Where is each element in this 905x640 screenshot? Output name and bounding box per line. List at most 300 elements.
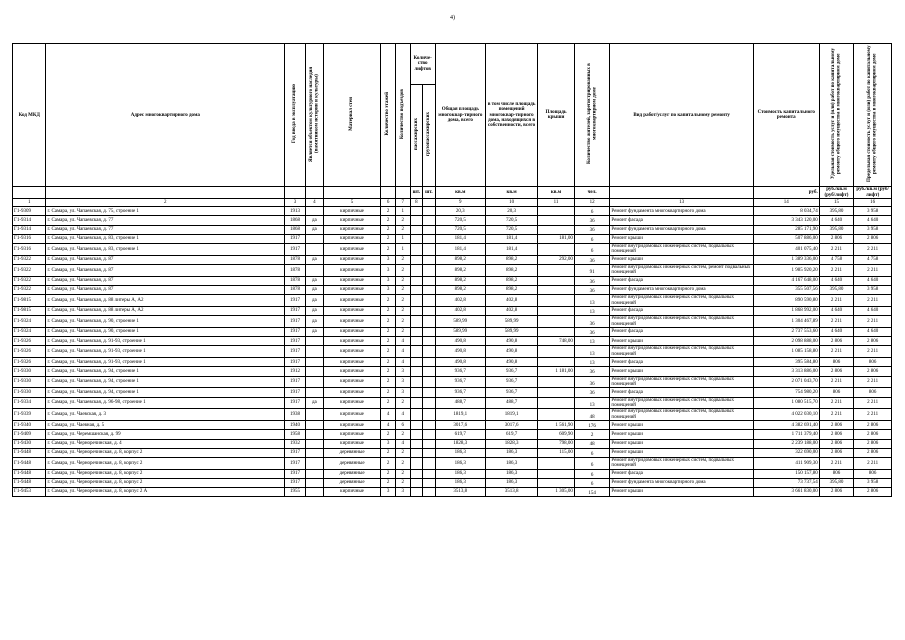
cell-her <box>305 478 323 487</box>
cell-ra <box>538 346 575 358</box>
cell-oa: 490,8 <box>485 358 537 367</box>
cell-ta: 1819,1 <box>435 409 485 421</box>
cell-lp <box>410 243 423 255</box>
column-index: 11 <box>538 199 575 207</box>
cell-ta: 936,7 <box>435 367 485 376</box>
cell-ta: 589,99 <box>435 316 485 328</box>
cell-her: да <box>305 285 323 294</box>
cell-uc: 2 211 <box>819 316 854 328</box>
cell-mat: кирпичные <box>323 488 381 497</box>
cell-lc <box>423 327 436 336</box>
cell-en: 3 <box>395 388 410 397</box>
cell-ta: 589,99 <box>435 327 485 336</box>
cell-fl: 3 <box>381 255 396 264</box>
cell-mat: кирпичные <box>323 421 381 430</box>
cell-oa: 181,4 <box>485 243 537 255</box>
cell-mat: кирпичные <box>323 255 381 264</box>
cell-her <box>305 234 323 243</box>
cell-cost: 285 171,90 <box>753 225 819 234</box>
cell-code: Г1-9322 <box>13 264 46 276</box>
cell-code: Г1-9448 <box>13 469 46 478</box>
cell-mat: кирпичные <box>323 327 381 336</box>
unit-limit-cost: руб./кв.м (руб/лифт) <box>854 187 892 199</box>
cell-addr: г. Самара, ул. Чапаевская, д. 94, строение 1 <box>46 388 285 397</box>
cell-lim: 2 211 <box>854 316 892 328</box>
cell-cost: 1 080 515,70 <box>753 397 819 409</box>
header-unit-cost: Удельная стоимость услуг и (или) работ по капитальному ремонту общего имущества в многоквартирном доме <box>819 44 854 187</box>
cell-addr: г. Самара, ул. Чапаевская, д. 87 <box>46 276 285 285</box>
cell-lim: 2 211 <box>854 409 892 421</box>
cell-lc <box>423 478 436 487</box>
cell-ta: 20,3 <box>435 207 485 216</box>
cell-her <box>305 358 323 367</box>
cell-addr: г. Самара, ул. Черноречинская, д. 8, корпус 2 А <box>46 488 285 497</box>
cell-uc: 2 211 <box>819 397 854 409</box>
cell-addr: г. Самара, ул. Чапаевская, д. 91-93, строение 1 <box>46 346 285 358</box>
cell-ra <box>538 409 575 421</box>
cell-work: Ремонт фасада <box>610 388 753 397</box>
cell-uc: 395,80 <box>819 207 854 216</box>
cell-cost: 1 985 920,20 <box>753 264 819 276</box>
cell-mat: кирпичные <box>323 337 381 346</box>
cell-en: 4 <box>395 337 410 346</box>
cell-lc <box>423 255 436 264</box>
header-code: Код МКД <box>13 44 46 187</box>
cell-year: 1917 <box>285 327 306 336</box>
cell-en: 2 <box>395 327 410 336</box>
cell-oa: 1819,1 <box>485 409 537 421</box>
cell-mat: кирпичные <box>323 316 381 328</box>
cell-lim: 4 640 <box>854 306 892 315</box>
cell-addr: г. Самара, ул. Черноречинская, д. 8, корпус 2 <box>46 457 285 469</box>
column-index: 7 <box>395 199 410 207</box>
cell-work: Ремонт внутридомовых инженерных систем, подвальных помещений <box>610 397 753 409</box>
cell-lp <box>410 397 423 409</box>
cell-lc <box>423 337 436 346</box>
cell-cost: 8 034,74 <box>753 207 819 216</box>
cell-fl: 2 <box>381 376 396 388</box>
cell-en: 3 <box>395 376 410 388</box>
cell-lp <box>410 264 423 276</box>
cell-lc <box>423 397 436 409</box>
cell-uc: 2 806 <box>819 337 854 346</box>
cell-lp <box>410 207 423 216</box>
cell-work: Ремонт крыши <box>610 367 753 376</box>
cell-mat: деревянные <box>323 478 381 487</box>
cell-res: 36 <box>574 216 610 225</box>
cell-cost: 2 098 888,00 <box>753 337 819 346</box>
column-index: 13 <box>610 199 753 207</box>
unit-total-area: кв.м <box>435 187 485 199</box>
table-row <box>13 488 892 497</box>
cell-mat: кирпичные <box>323 430 381 439</box>
cell-code: Г1-9322 <box>13 255 46 264</box>
cell-ta: 490,8 <box>435 346 485 358</box>
cell-lc <box>423 316 436 328</box>
cell-lp <box>410 421 423 430</box>
cell-cost: 2 239 188,00 <box>753 439 819 448</box>
cell-work: Ремонт внутридомовых инженерных систем, подвальных помещений <box>610 316 753 328</box>
cell-ta: 898,2 <box>435 255 485 264</box>
cell-lc <box>423 409 436 421</box>
cell-work: Ремонт крыши <box>610 234 753 243</box>
cell-work: Ремонт фундамента многоквартирного дома <box>610 285 753 294</box>
cell-work: Ремонт фасада <box>610 306 753 315</box>
cell-lp <box>410 367 423 376</box>
cell-her <box>305 388 323 397</box>
header-floors: Количество этажей <box>381 44 396 187</box>
cell-lp <box>410 327 423 336</box>
table-row <box>13 255 892 264</box>
cell-en: 2 <box>395 264 410 276</box>
cell-addr: г. Самара, ул. Чапаевская, д. 83, строение 1 <box>46 243 285 255</box>
cell-cost: 73 737,54 <box>753 478 819 487</box>
cell-cost: 3 313 886,00 <box>753 367 819 376</box>
cell-lp <box>410 388 423 397</box>
cell-work: Ремонт крыши <box>610 337 753 346</box>
column-index: 15 <box>819 199 854 207</box>
cell-ra <box>538 376 575 388</box>
cell-ra: 798,00 <box>538 439 575 448</box>
cell-year: 1932 <box>285 439 306 448</box>
cell-ra <box>538 285 575 294</box>
cell-cost: 1 389 336,00 <box>753 255 819 264</box>
cell-fl: 2 <box>381 234 396 243</box>
cell-code: Г1-9326 <box>13 337 46 346</box>
cell-en: 4 <box>395 409 410 421</box>
cell-lc <box>423 358 436 367</box>
cell-ta: 619,7 <box>435 430 485 439</box>
cell-mat: кирпичные <box>323 346 381 358</box>
table-row <box>13 358 892 367</box>
column-index: 12 <box>574 199 610 207</box>
cell-fl: 2 <box>381 243 396 255</box>
cell-uc: 2 806 <box>819 439 854 448</box>
cell-ra <box>538 327 575 336</box>
cell-res: 6 <box>574 478 610 487</box>
cell-work: Ремонт внутридомовых инженерных систем, подвальных помещений <box>610 346 753 358</box>
table-row <box>13 478 892 487</box>
cell-lp <box>410 409 423 421</box>
cell-addr: г. Самара, ул. Черноречинская, д. 8, корпус 2 <box>46 478 285 487</box>
cell-lp <box>410 457 423 469</box>
cell-lim: 3 958 <box>854 478 892 487</box>
cell-lim: 2 211 <box>854 376 892 388</box>
cell-lp <box>410 430 423 439</box>
cell-code: Г1-9334 <box>13 397 46 409</box>
cell-uc: 806 <box>819 469 854 478</box>
cell-work: Ремонт фасада <box>610 216 753 225</box>
cell-addr: г. Самара, ул. Черноречинская, д. 8, корпус 2 <box>46 469 285 478</box>
table-row <box>13 421 892 430</box>
cell-lp <box>410 295 423 307</box>
table-row <box>13 448 892 457</box>
cell-en: 2 <box>395 255 410 264</box>
cell-cost: 507 886,00 <box>753 234 819 243</box>
cell-work: Ремонт внутридомовых инженерных систем, подвальных помещений <box>610 243 753 255</box>
cell-lp <box>410 337 423 346</box>
column-index: 4 <box>305 199 323 207</box>
cell-year: 1917 <box>285 469 306 478</box>
cell-res: 2 <box>574 430 610 439</box>
cell-cost: 395 584,80 <box>753 358 819 367</box>
cell-en: 2 <box>395 469 410 478</box>
cell-her <box>305 469 323 478</box>
cell-res: 48 <box>574 409 610 421</box>
cell-lp <box>410 358 423 367</box>
cell-oa: 898,2 <box>485 276 537 285</box>
cell-her: да <box>305 255 323 264</box>
cell-res: 6 <box>574 243 610 255</box>
cell-addr: г. Самара, ул. Черноречинская, д. 8, корпус 2 <box>46 448 285 457</box>
cell-work: Ремонт фундамента многоквартирного дома <box>610 207 753 216</box>
cell-en: 4 <box>395 346 410 358</box>
cell-addr: г. Самара, ул. Чапаевская, д. 77 <box>46 216 285 225</box>
cell-lp <box>410 316 423 328</box>
cell-work: Ремонт фасада <box>610 276 753 285</box>
cell-fl: 2 <box>381 478 396 487</box>
cell-fl: 3 <box>381 276 396 285</box>
cell-work: Ремонт внутридомовых инженерных систем, подвальных помещений <box>610 409 753 421</box>
cell-mat: кирпичные <box>323 358 381 367</box>
cell-cost: 4 167 648,00 <box>753 276 819 285</box>
cell-her <box>305 367 323 376</box>
cell-her: да <box>305 327 323 336</box>
cell-res: 176 <box>574 421 610 430</box>
cell-year: 1917 <box>285 478 306 487</box>
cell-oa: 936,7 <box>485 367 537 376</box>
cell-en: 3 <box>395 367 410 376</box>
cell-res: 36 <box>574 225 610 234</box>
cell-addr: г. Самара, ул. Чапаевская, д. 75, строение 1 <box>46 207 285 216</box>
cell-lim: 2 211 <box>854 397 892 409</box>
cell-cost: 890 590,80 <box>753 295 819 307</box>
cell-en: 2 <box>395 295 410 307</box>
cell-work: Ремонт крыши <box>610 488 753 497</box>
cell-res: 6 <box>574 448 610 457</box>
table-row <box>13 285 892 294</box>
cell-cost: 1 085 158,80 <box>753 346 819 358</box>
cell-mat: кирпичные <box>323 397 381 409</box>
unit-unit-cost: руб./кв.м (руб/лифт) <box>819 187 854 199</box>
cell-addr: г. Самара, ул. Чапаевская, д. 94, строение 1 <box>46 367 285 376</box>
cell-addr: г. Самара, ул. Чапаевская, д. 88 литеры А, А2 <box>46 306 285 315</box>
header-works: Вид работ/услуг по капитальному ремонту <box>610 44 753 187</box>
cell-lc <box>423 306 436 315</box>
cell-code: Г1-9453 <box>13 488 46 497</box>
cell-lp <box>410 439 423 448</box>
cell-ta: 720,5 <box>435 225 485 234</box>
cell-oa: 186,3 <box>485 448 537 457</box>
cell-en: 2 <box>395 448 410 457</box>
cell-code: Г1-9326 <box>13 358 46 367</box>
cell-lc <box>423 285 436 294</box>
cell-fl: 2 <box>381 346 396 358</box>
cell-oa: 898,2 <box>485 255 537 264</box>
cell-lim: 4 640 <box>854 276 892 285</box>
cell-addr: г. Самара, ул. Чапаевская, д. 90, строение 1 <box>46 316 285 328</box>
cell-ra <box>538 276 575 285</box>
cell-uc: 2 806 <box>819 234 854 243</box>
cell-code: Г1-9430 <box>13 439 46 448</box>
cell-ra: 181,00 <box>538 234 575 243</box>
cell-ta: 402,8 <box>435 306 485 315</box>
cell-mat: кирпичные <box>323 376 381 388</box>
cell-en: 2 <box>395 216 410 225</box>
cell-ta: 490,8 <box>435 337 485 346</box>
cell-ta: 490,8 <box>435 358 485 367</box>
cell-work: Ремонт фасада <box>610 358 753 367</box>
cell-cost: 2 071 043,70 <box>753 376 819 388</box>
cell-code: Г1-9316 <box>13 234 46 243</box>
cell-lim: 806 <box>854 469 892 478</box>
cell-addr: г. Самара, ул. Чапаевская, д. 91-93, строение 1 <box>46 358 285 367</box>
cell-lim: 4 640 <box>854 327 892 336</box>
header-lifts-passenger: пассажирских <box>410 84 423 186</box>
cell-uc: 395,80 <box>819 225 854 234</box>
cell-code: Г1-9326 <box>13 346 46 358</box>
cell-en: 2 <box>395 457 410 469</box>
cell-oa: 936,7 <box>485 376 537 388</box>
cell-addr: г. Самара, ул. Чапаевская, д. 87 <box>46 285 285 294</box>
cell-fl: 4 <box>381 421 396 430</box>
cell-ra <box>538 469 575 478</box>
cell-fl: 2 <box>381 388 396 397</box>
cell-lc <box>423 488 436 497</box>
table-row <box>13 327 892 336</box>
cell-ra: 1 561,90 <box>538 421 575 430</box>
cell-fl: 2 <box>381 430 396 439</box>
cell-ta: 898,2 <box>435 285 485 294</box>
cell-res: 13 <box>574 346 610 358</box>
table-row <box>13 207 892 216</box>
cell-year: 1917 <box>285 306 306 315</box>
cell-lim: 806 <box>854 388 892 397</box>
cell-cost: 322 690,00 <box>753 448 819 457</box>
cell-ta: 3017,6 <box>435 421 485 430</box>
cell-year: 1917 <box>285 448 306 457</box>
cell-year: 1868 <box>285 216 306 225</box>
cell-cost: 3 661 830,00 <box>753 488 819 497</box>
cell-lp <box>410 346 423 358</box>
cell-mat: кирпичные <box>323 276 381 285</box>
cell-cost: 1 711 379,40 <box>753 430 819 439</box>
cell-fl: 3 <box>381 488 396 497</box>
units-row <box>13 187 892 199</box>
cell-ta: 3513,8 <box>435 488 485 497</box>
header-roof-area: Площадь крыши <box>538 44 575 187</box>
cell-ra <box>538 358 575 367</box>
cell-lc <box>423 421 436 430</box>
cell-uc: 2 211 <box>819 457 854 469</box>
cell-ra: 1 181,00 <box>538 367 575 376</box>
cell-lim: 2 806 <box>854 430 892 439</box>
cell-en: 3 <box>395 488 410 497</box>
cell-res: 6 <box>574 457 610 469</box>
cell-lc <box>423 439 436 448</box>
cell-work: Ремонт внутридомовых инженерных систем, подвальных помещений <box>610 295 753 307</box>
cell-addr: г. Самара, ул. Чапаевская, д. 77 <box>46 225 285 234</box>
cell-mat: кирпичные <box>323 285 381 294</box>
cell-oa: 3513,8 <box>485 488 537 497</box>
cell-lim: 2 211 <box>854 295 892 307</box>
table-row <box>13 457 892 469</box>
cell-uc: 4 640 <box>819 327 854 336</box>
cell-uc: 2 806 <box>819 488 854 497</box>
cell-oa: 181,4 <box>485 234 537 243</box>
cell-her: да <box>305 295 323 307</box>
column-index: 16 <box>854 199 892 207</box>
cell-code: Г1-9330 <box>13 367 46 376</box>
header-address: Адрес многоквартирного дома <box>46 44 285 187</box>
column-index: 8 <box>410 199 423 207</box>
table-row <box>13 430 892 439</box>
cell-lc <box>423 367 436 376</box>
cell-en: 2 <box>395 225 410 234</box>
cell-uc: 395,80 <box>819 285 854 294</box>
cell-year: 1955 <box>285 488 306 497</box>
cell-res: 13 <box>574 397 610 409</box>
cell-lp <box>410 216 423 225</box>
cell-addr: г. Самара, ул. Чапаевская, д. 91-93, строение 1 <box>46 337 285 346</box>
cell-res: 13 <box>574 337 610 346</box>
cell-ta: 720,5 <box>435 216 485 225</box>
cell-en: 2 <box>395 285 410 294</box>
cell-ta: 186,3 <box>435 478 485 487</box>
cell-res: 6 <box>574 469 610 478</box>
cell-lc <box>423 243 436 255</box>
cell-oa: 186,3 <box>485 457 537 469</box>
column-index: 9 <box>435 199 485 207</box>
cell-mat: кирпичные <box>323 234 381 243</box>
cell-her: да <box>305 316 323 328</box>
unit-roof-area: кв.м <box>538 187 575 199</box>
cell-lc <box>423 457 436 469</box>
cell-cost: 401 075,40 <box>753 243 819 255</box>
cell-res: 36 <box>574 255 610 264</box>
page-number: 4) <box>450 15 455 21</box>
cell-cost: 2 737 553,60 <box>753 327 819 336</box>
cell-code: Г1-9322 <box>13 276 46 285</box>
cell-work: Ремонт внутридомовых инженерных систем, подвальных помещений <box>610 457 753 469</box>
cell-her <box>305 243 323 255</box>
cell-cost: 1 304 467,89 <box>753 316 819 328</box>
cell-her <box>305 439 323 448</box>
cell-uc: 806 <box>819 388 854 397</box>
cell-en: 2 <box>395 316 410 328</box>
cell-cost: 3 343 120,00 <box>753 216 819 225</box>
cell-fl: 2 <box>381 295 396 307</box>
table-row <box>13 337 892 346</box>
cell-lim: 2 211 <box>854 264 892 276</box>
cell-lc <box>423 376 436 388</box>
column-index-blank <box>423 199 436 207</box>
capital-repair-table <box>12 43 892 497</box>
cell-lim: 2 806 <box>854 439 892 448</box>
cell-res: 48 <box>574 439 610 448</box>
table-row <box>13 295 892 307</box>
cell-en: 4 <box>395 358 410 367</box>
cell-her <box>305 448 323 457</box>
cell-her: да <box>305 276 323 285</box>
cell-fl: 2 <box>381 207 396 216</box>
cell-lp <box>410 376 423 388</box>
cell-lim: 2 211 <box>854 346 892 358</box>
cell-uc: 2 211 <box>819 264 854 276</box>
cell-fl: 2 <box>381 358 396 367</box>
cell-mat: кирпичные <box>323 207 381 216</box>
cell-lc <box>423 469 436 478</box>
